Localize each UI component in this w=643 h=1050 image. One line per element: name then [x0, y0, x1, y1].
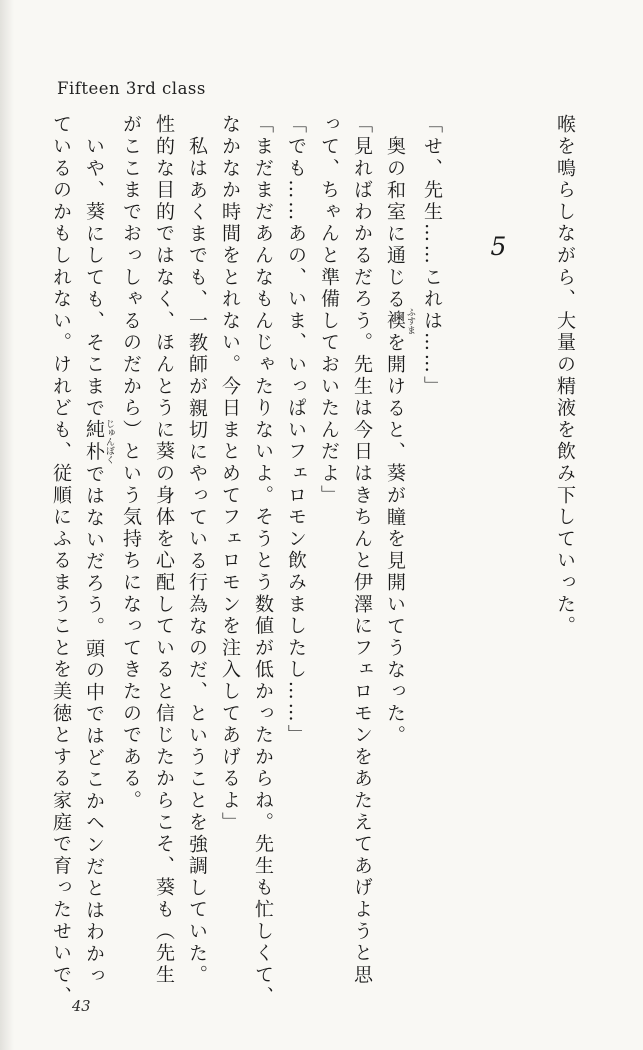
ruby-base: 純朴: [83, 419, 105, 465]
ruby-base: 襖: [384, 307, 406, 335]
text-line: 奥の和室に通じる襖 ふすまを開けると、葵が瞳を見開いてうなった。: [384, 136, 415, 747]
page-number: 43: [72, 999, 91, 1015]
text-line: 性的な目的ではなく、ほんとうに葵の身体を心配していると信じたからこそ、葵も（先生: [153, 114, 175, 986]
text-line: 「せ、先生……これは……」: [421, 114, 443, 398]
text-line: ているのかもしれない。けれども、従順にふるまうことを美徳とする家庭で育ったせいで、: [50, 114, 72, 1008]
page-gutter-shading: [0, 0, 14, 1050]
text-line: って、ちゃんと準備しておいたんだよ」: [318, 114, 340, 507]
text-line: 「まだまだあんなもんじゃたりないよ。そうとう数値が低かったからね。先生も忙しくて、: [252, 114, 274, 1008]
section-number-line: [481, 114, 515, 994]
section-number: 5: [484, 232, 513, 261]
text-line: 私はあくまでも、一教師が親切にやっている行為なのだ、ということを強調していた。: [186, 136, 208, 987]
furigana: じゅんぼく: [104, 419, 114, 465]
text-line: なかなか時間をとれない。今日まとめてフェロモンを注入してあげるよ」: [219, 114, 241, 834]
text-line: 「でも……あの、いま、いっぱいフェロモン飲みましたし……」: [285, 114, 307, 747]
blank-line: [448, 114, 481, 994]
blank-line: [515, 114, 548, 994]
text-line: がここまでおっしゃるのだから）という気持ちになってきたのである。: [120, 114, 142, 812]
furigana: ふすま: [405, 307, 415, 335]
text-line: 喉を鳴らしながら、大量の精液を飲み下していった。: [554, 114, 576, 638]
text-line: いや、葵にしても、そこまで純朴 じゅんぼくではないだろう。頭の中ではどこかヘンだとはわかっ: [83, 136, 114, 987]
text-line: 「見ればわかるだろう。先生は今日はきちんと伊澤にフェロモンをあたえてあげようと思: [351, 114, 373, 986]
running-header: Fifteen 3rd class: [57, 79, 206, 98]
